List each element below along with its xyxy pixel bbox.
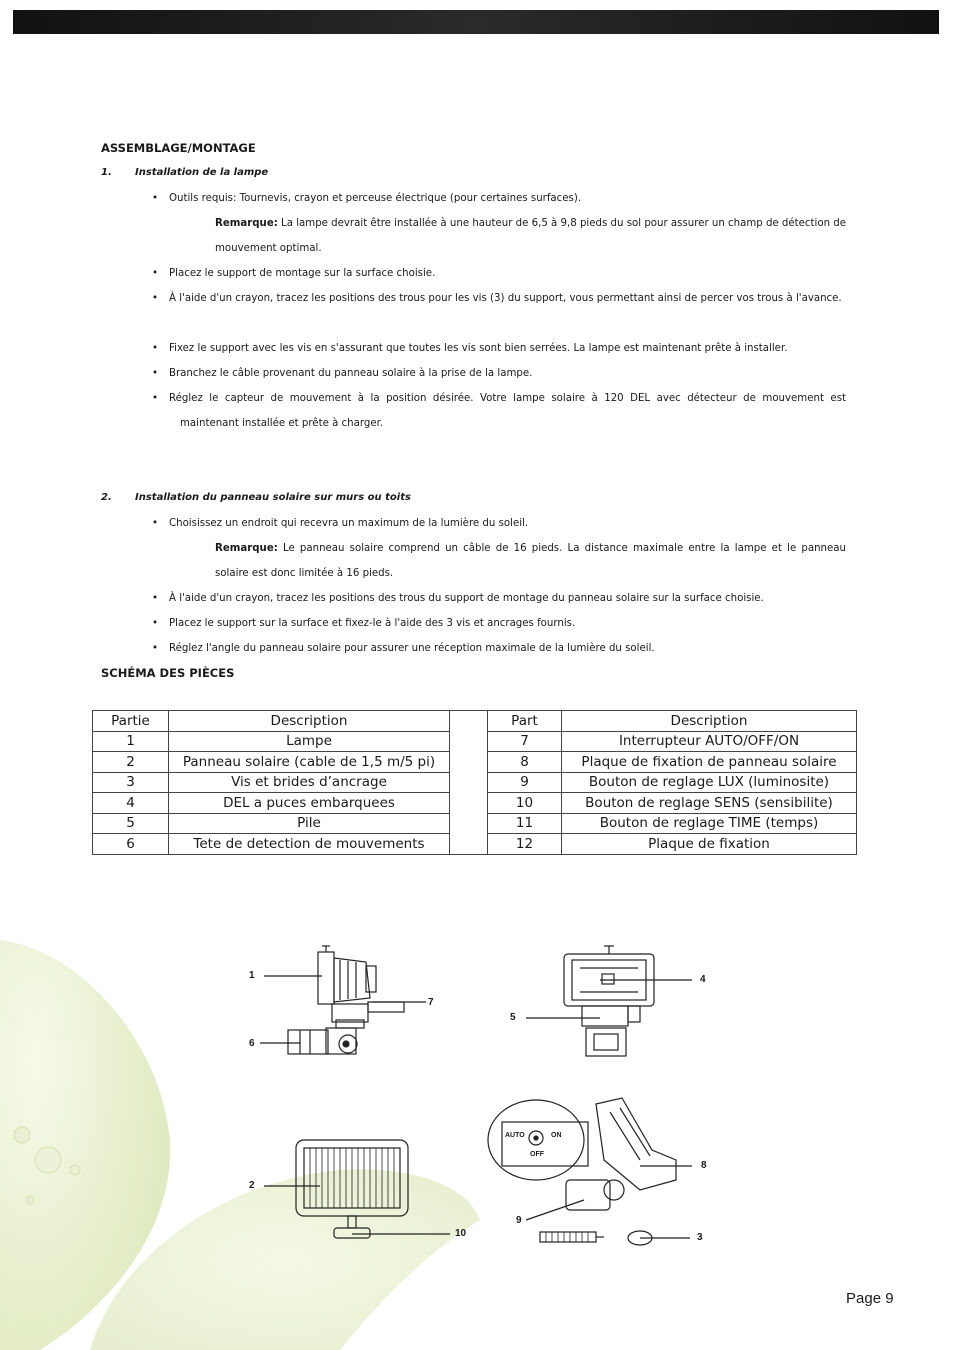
- table-row: 1 Lampe 7 Interrupteur AUTO/OFF/ON: [93, 731, 857, 752]
- list-item: • Choisissez un endroit qui recevra un maximum de la lumière du soleil.: [152, 518, 529, 529]
- parts-title: SCHÉMA DES PIÈCES: [101, 666, 235, 680]
- table-row: 6 Tete de detection de mouvements 12 Plaque de fixation: [93, 834, 857, 855]
- list-item: • Fixez le support avec les vis en s'assurant que toutes les vis sont bien serrées. La lampe est maintenant prête à installer.: [152, 343, 788, 354]
- list-item: • À l'aide d'un crayon, tracez les positions des trous du support de montage du panneau solaire sur la surface choisie.: [152, 593, 764, 604]
- callout-6: 6: [249, 1038, 255, 1049]
- section-title: ASSEMBLAGE/MONTAGE: [101, 141, 256, 155]
- switch-off-label: OFF: [530, 1151, 544, 1158]
- list-item: • Outils requis: Tournevis, crayon et perceuse électrique (pour certaines surfaces).: [152, 193, 582, 204]
- list-item: • Placez le support sur la surface et fixez-le à l'aide des 3 vis et ancrages fournis.: [152, 618, 576, 629]
- callout-3: 3: [697, 1232, 703, 1243]
- lamp-front-illustration: [526, 946, 692, 1056]
- list-item: • À l'aide d'un crayon, tracez les positions des trous pour les vis (3) du support, vous permettant ainsi de percer vos trous à l'avance.: [152, 293, 842, 304]
- callout-9: 9: [516, 1215, 522, 1226]
- header-part: Part: [488, 711, 562, 732]
- table-row: 2 Panneau solaire (cable de 1,5 m/5 pi) 8 Plaque de fixation de panneau solaire: [93, 752, 857, 773]
- header-description: Description: [169, 711, 450, 732]
- solar-panel-illustration: [264, 1140, 450, 1238]
- callout-1: 1: [249, 970, 255, 981]
- callout-7: 7: [428, 997, 434, 1008]
- table-row: 4 DEL a puces embarquees 10 Bouton de reglage SENS (sensibilite): [93, 793, 857, 814]
- callout-8: 8: [701, 1160, 707, 1171]
- header-partie: Partie: [93, 711, 169, 732]
- list-item: • Branchez le câble provenant du panneau solaire à la prise de la lampe.: [152, 368, 533, 379]
- list-item: • Réglez l'angle du panneau solaire pour assurer une réception maximale de la lumière du soleil.: [152, 643, 655, 654]
- switch-on-label: ON: [551, 1132, 562, 1139]
- switch-auto-label: AUTO: [505, 1132, 525, 1139]
- header-description-right: Description: [562, 711, 857, 732]
- list-item: • Réglez le capteur de mouvement à la position désirée. Votre lampe solaire à 120 DEL avec détecteur de mouvement est maintenant installée et prête à charger.: [152, 393, 846, 429]
- callout-5: 5: [510, 1012, 516, 1023]
- step2-note: Remarque: Le panneau solaire comprend un câble de 16 pieds. La distance maximale entre la lampe et le panneau solaire est donc limitée à 16 pieds.: [215, 543, 846, 579]
- table-row: 3 Vis et brides d’ancrage 9 Bouton de reglage LUX (luminosite): [93, 772, 857, 793]
- step1-note: Remarque: La lampe devrait être installée à une hauteur de 6,5 à 9,8 pieds du sol pour assurer un champ de détection de mouvement optimal.: [215, 218, 847, 254]
- callout-10: 10: [455, 1228, 467, 1239]
- list-item: • Placez le support de montage sur la surface choisie.: [152, 268, 436, 279]
- lamp-side-illustration: [260, 946, 426, 1054]
- table-row: 5 Pile 11 Bouton de reglage TIME (temps): [93, 813, 857, 834]
- page-number: Page 9: [846, 1290, 894, 1307]
- callout-2: 2: [249, 1180, 255, 1191]
- callout-4: 4: [700, 974, 706, 985]
